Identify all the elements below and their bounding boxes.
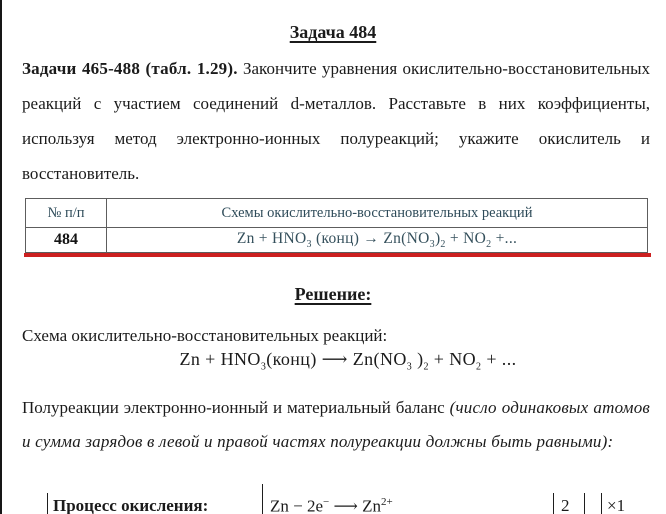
multiplier-factor-text: ×1 <box>607 496 626 514</box>
table-cell-task-number: 484 <box>26 228 107 253</box>
page-title <box>0 22 666 43</box>
table-row <box>26 228 648 253</box>
intro-paragraph <box>22 51 650 191</box>
page-left-edge <box>0 0 2 514</box>
solution-heading <box>0 284 666 305</box>
intro-lead-bold: Задачи 465-488 (табл. 1.29). <box>22 59 238 78</box>
balance-italic-text: (число одинаковых атомов и сумма зарядов в левой и правой частях полуреакции должны быть равными): <box>22 398 650 451</box>
electrons-count <box>553 493 570 514</box>
solution-equation: $Zn + HNO_3(конц)$ ⟶ $Zn(NO_3$ )$_2 + NO_2$ + ... <box>179 349 517 373</box>
oxidation-process-label-text: Процесс окисления: <box>53 496 209 514</box>
multiplier-factor <box>601 493 625 514</box>
table-header-schemes: Схемы окислительно-восстановительных реакций <box>107 199 648 228</box>
oxidation-process-label <box>47 493 208 514</box>
electrons-count-text: 2 <box>561 496 570 514</box>
reactions-table <box>25 198 648 253</box>
electrons-count-right-bar <box>584 493 585 514</box>
balance-normal-text: Полуреакции электронно-ионный и материальный баланс <box>22 398 450 417</box>
solution-heading-text: Решение: <box>294 284 372 304</box>
scheme-label: Схема окислительно-восстановительных реакций: <box>22 326 388 345</box>
table-header-row <box>26 199 648 228</box>
table-cell-reaction-scheme: $Zn + HNO_3$ (конц) → $Zn(NO_3)_2 + NO_2$ +... <box>107 228 648 253</box>
oxidation-half-reaction-equation: Zn − 2e− ⟶ $Zn^{2+}$ <box>262 484 393 514</box>
red-underline <box>24 253 651 257</box>
page-title-text: Задача 484 <box>289 22 377 42</box>
balance-paragraph <box>22 391 650 459</box>
table-header-number: № п/п <box>26 199 107 228</box>
intro-rest: Закончите уравнения окислительно-восстановительных реакций с участием соединений d-металлов. Расставьте в них коэффициенты, используя метод электронно-ионных полуреакций; укажите окислитель и восстановитель. <box>22 59 651 183</box>
